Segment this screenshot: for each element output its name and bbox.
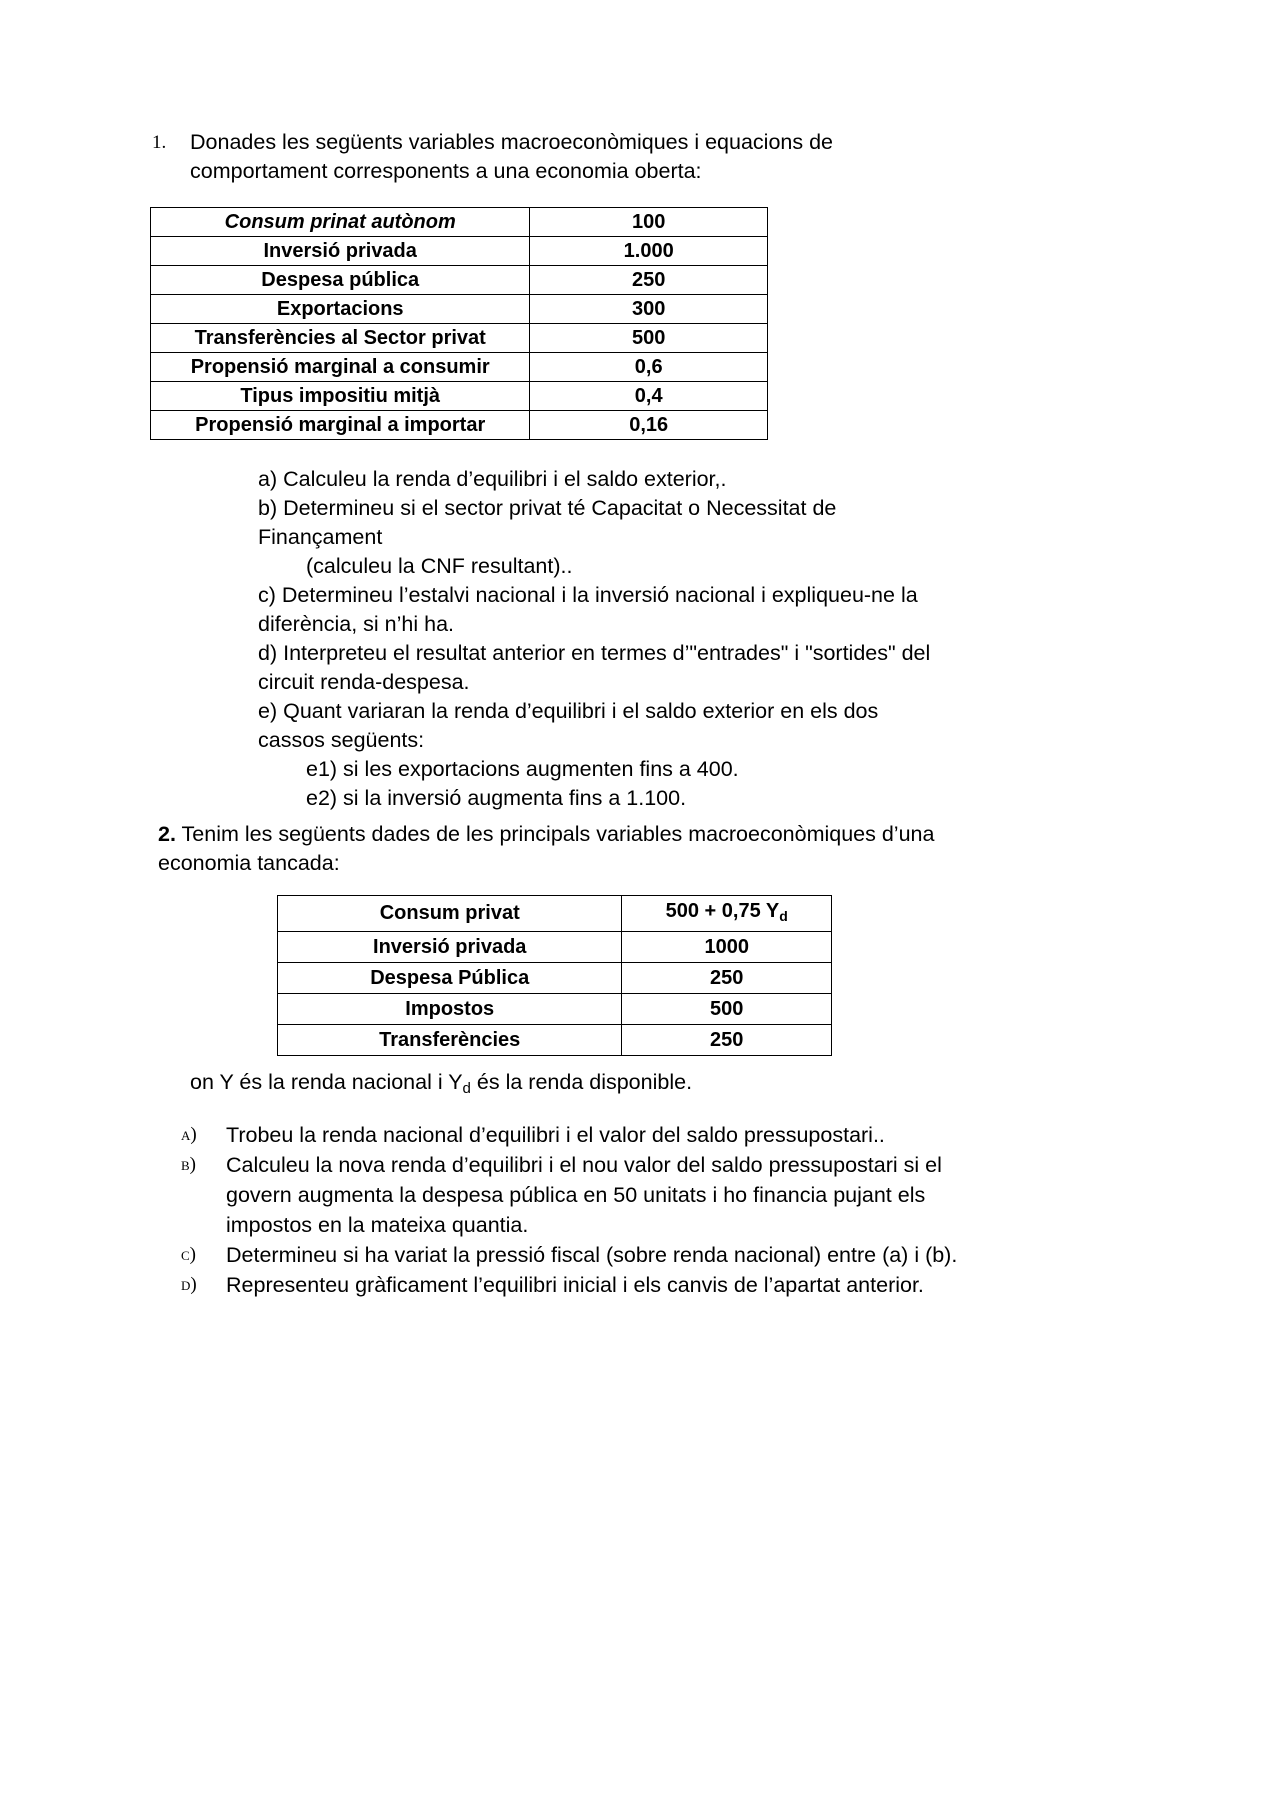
question-item-c [178,1240,990,1270]
table-cell-value: 300 [530,295,768,324]
note-subscript: d [462,1080,471,1098]
table-cell-value: 0,16 [530,411,768,440]
question-marker-c: c) [181,1244,196,1265]
table-cell-label: Propensió marginal a importar [151,411,530,440]
note-part-1: on Y és la renda nacional i Y [190,1070,463,1094]
question-e-line-1: e) Quant variaran la renda d’equilibri i el saldo exterior en els dos [258,699,879,723]
table-cell-label: Inversió privada [151,237,530,266]
question-e1: e1) si les exportacions augmenten fins a 400. [306,757,739,781]
table-cell-label: Transferències [278,1024,622,1055]
note-part-2: és la renda disponible. [470,1070,693,1094]
question-e-line-2: cassos següents: [258,728,425,752]
macro-variables-table-1 [150,207,768,440]
exercise-2-intro [158,820,978,878]
question-d-line-1: d) Interpreteu el resultat anterior en termes d’"entrades" i "sortides" del [258,641,931,665]
question-d-line-2: circuit renda-despesa. [258,670,470,694]
question-b-line-1: Calculeu la nova renda d’equilibri i el nou valor del saldo pressupostari si el [226,1153,942,1177]
exercise-2-intro-text-1: Tenim les següents dades de les principals variables macroeconòmiques d’una [181,822,935,846]
question-a-line-1: Trobeu la renda nacional d’equilibri i el valor del saldo pressupostari.. [226,1123,885,1147]
table-row [278,931,832,962]
question-b-line-3: impostos en la mateixa quantia. [226,1213,529,1237]
exercise-2-intro-line-1 [158,820,978,849]
exercise-2-number: 2. [158,822,176,846]
table-row [151,411,768,440]
exercise-1-questions [258,465,972,813]
question-d-line-1: Representeu gràficament l’equilibri inicial i els canvis de l’apartat anterior. [226,1273,924,1297]
table-row [278,962,832,993]
question-marker-d: d) [181,1274,197,1295]
question-b-line-2: govern augmenta la despesa pública en 50 unitats i ho financia pujant els [226,1183,926,1207]
question-e2: e2) si la inversió augmenta fins a 1.100. [306,786,687,810]
table-cell-value: 250 [622,962,832,993]
table-cell-label: Propensió marginal a consumir [151,353,530,382]
exercise-2-questions [178,1120,990,1300]
question-b [258,494,972,581]
question-c [258,581,972,639]
exercise-1-intro-line-2: comportament corresponents a una economia oberta: [190,159,702,183]
table-cell-label: Inversió privada [278,931,622,962]
table-cell-value: 1.000 [530,237,768,266]
table-row [278,993,832,1024]
consum-formula-subscript: d [779,907,788,924]
question-c-line-1: c) Determineu l’estalvi nacional i la inversió nacional i expliqueu-ne la [258,583,918,607]
table-cell-label: Consum prinat autònom [151,208,530,237]
table-row [151,295,768,324]
table-row [151,324,768,353]
table-cell-value: 1000 [622,931,832,962]
question-b-line-1: b) Determineu si el sector privat té Capacitat o Necessitat de [258,496,837,520]
table-cell-label: Consum privat [278,896,622,932]
table-row [151,382,768,411]
exercise-1-intro-text [190,128,997,186]
table-cell-label: Despesa Pública [278,962,622,993]
exercise-1-intro-line-1: Donades les següents variables macroeconòmiques i equacions de [190,130,833,154]
question-e [258,697,972,813]
question-d [258,639,972,697]
question-marker-a: a) [181,1124,197,1145]
table-cell-value-consum [622,896,832,932]
macro-variables-table-2 [277,895,832,1056]
exercise-1-number: 1. [152,132,167,153]
question-marker-b: b) [181,1154,196,1175]
question-c-line-2: diferència, si n’hi ha. [258,612,454,636]
table-row [278,896,832,932]
question-a-line-1: a) Calculeu la renda d’equilibri i el saldo exterior,. [258,467,727,491]
question-item-b [178,1150,990,1240]
table-cell-value: 500 [530,324,768,353]
question-c-line-1: Determineu si ha variat la pressió fiscal (sobre renda nacional) entre (a) i (b). [226,1243,958,1267]
table-cell-label: Impostos [278,993,622,1024]
table-cell-label: Exportacions [151,295,530,324]
table-cell-value: 250 [530,266,768,295]
question-b-line-2: Finançament [258,525,383,549]
table-cell-label: Despesa pública [151,266,530,295]
table-cell-value: 250 [622,1024,832,1055]
table-cell-label: Transferències al Sector privat [151,324,530,353]
table-row [278,1024,832,1055]
question-a [258,465,972,494]
table-cell-value: 0,4 [530,382,768,411]
table-row [151,353,768,382]
table-row [151,208,768,237]
table-cell-value: 500 [622,993,832,1024]
exercise-2-intro-line-2: economia tancada: [158,851,340,875]
table-cell-label: Tipus impositiu mitjà [151,382,530,411]
table-row [151,266,768,295]
question-item-d [178,1270,990,1300]
consum-formula-text: 500 + 0,75 Y [665,900,780,922]
exercise-1-intro [152,128,997,186]
table-cell-value: 0,6 [530,353,768,382]
question-b-line-3: (calculeu la CNF resultant).. [306,554,573,578]
table-row [151,237,768,266]
variable-definition-note [190,1068,692,1103]
question-item-a [178,1120,990,1150]
table-cell-value: 100 [530,208,768,237]
